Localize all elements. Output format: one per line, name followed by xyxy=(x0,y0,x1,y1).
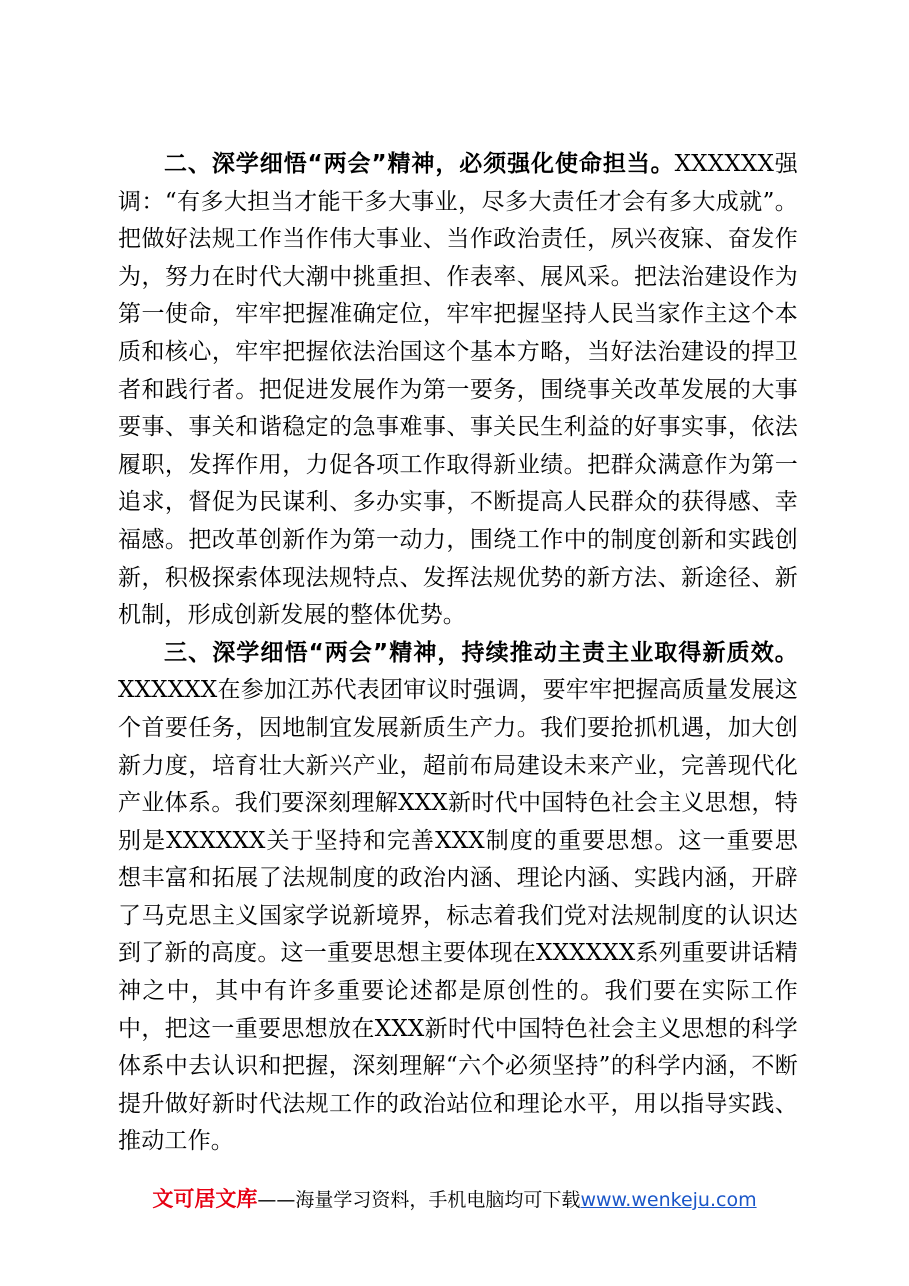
section-two-body: XXXXXX强调：“有多大担当才能干多大事业，尽多大责任才会有多大成就”。把做好法规工作当作伟大事业、当作政治责任，夙兴夜寐、奋发作为，努力在时代大潮中挑重担、作表率、展风采。把法治建设作为第一使命，牢牢把握准确定位，牢牢把握坚持人民当家作主这个本质和核心，牢牢把握依法治国这个基本方略，当好法治建设的捍卫者和践行者。把促进发展作为第一要务，围绕事关改革发展的大事要事、事关和谐稳定的急事难事、事关民生利益的好事实事，依法履职，发挥作用，力促各项工作取得新业绩。把群众满意作为第一追求，督促为民谋利、多办实事，不断提高人民群众的获得感、幸福感。把改革创新作为第一动力，围绕工作中的制度创新和实践创新，积极探索体现法规特点、发挥法规优势的新方法、新途径、新机制，形成创新发展的整体优势。 xyxy=(118,151,798,629)
footer-tagline: ——海量学习资料，手机电脑均可下载 xyxy=(257,1189,581,1211)
paragraph-section-two xyxy=(118,146,798,635)
section-three-heading: 三、深学细悟“两会”精神，持续推动主责主业取得新质效。 xyxy=(164,639,798,666)
section-two-heading: 二、深学细悟“两会”精神，必须强化使命担当。 xyxy=(164,151,675,177)
paragraph-section-three xyxy=(118,635,798,1161)
footer-banner xyxy=(0,1183,909,1213)
document-body xyxy=(118,146,798,1161)
footer-site-link[interactable]: www.wenkeju.com xyxy=(580,1189,757,1211)
footer-brand: 文可居文库 xyxy=(152,1187,258,1211)
section-three-body: XXXXXX在参加江苏代表团审议时强调，要牢牢把握高质量发展这个首要任务，因地制宜发展新质生产力。我们要抢抓机遇，加大创新力度，培育壮大新兴产业，超前布局建设未来产业，完善现代化产业体系。我们要深刻理解XXX新时代中国特色社会主义思想，特别是XXXXXX关于坚持和完善XXX制度的重要思想。这一重要思想丰富和拓展了法规制度的政治内涵、理论内涵、实践内涵，开辟了马克思主义国家学说新境界，标志着我们党对法规制度的认识达到了新的高度。这一重要思想主要体现在XXXXXX系列重要讲话精神之中，其中有许多重要论述都是原创性的。我们要在实际工作中，把这一重要思想放在XXX新时代中国特色社会主义思想的科学体系中去认识和把握，深刻理解“六个必须坚持”的科学内涵，不断提升做好新时代法规工作的政治站位和理论水平，用以指导实践、推动工作。 xyxy=(118,677,798,1155)
